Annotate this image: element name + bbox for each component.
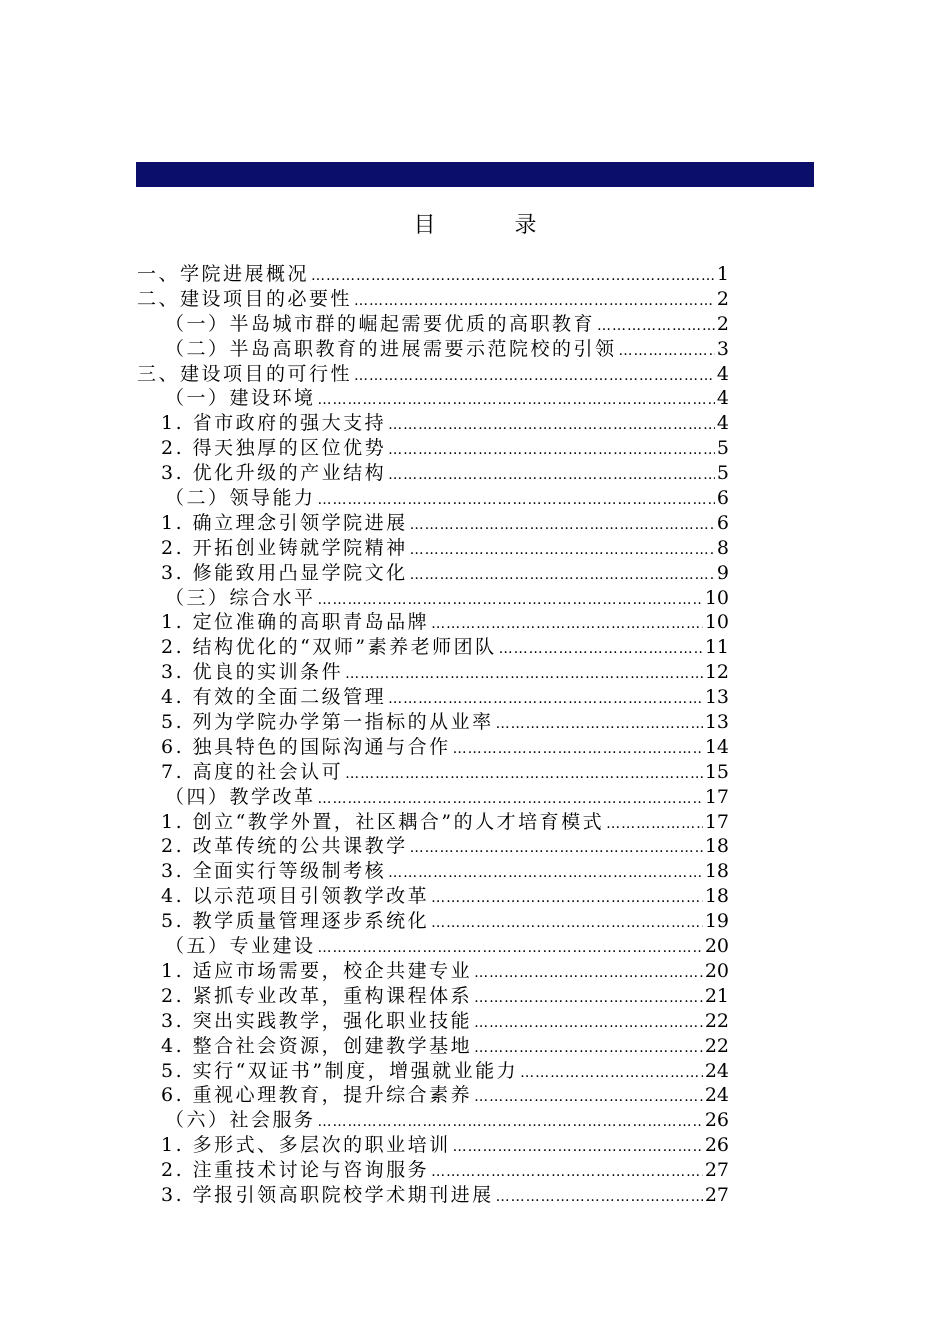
toc-entry[interactable] <box>137 610 729 635</box>
toc-entry[interactable] <box>137 461 729 486</box>
toc-entry-label: 5. 教学质量管理逐步系统化 <box>161 910 430 933</box>
toc-leader-dots <box>474 1011 703 1034</box>
toc-entry[interactable] <box>137 586 729 611</box>
toc-entry-label: 三、建设项目的可行性 <box>137 362 353 385</box>
toc-leader-dots <box>474 1036 703 1059</box>
toc-leader-dots <box>520 1061 703 1084</box>
toc-entry-label: 5. 实行“双证书”制度，增强就业能力 <box>161 1059 519 1082</box>
toc-entry[interactable] <box>137 1034 729 1059</box>
toc-entry-page: 4 <box>716 362 729 385</box>
toc-entry[interactable] <box>137 735 729 760</box>
toc-leader-dots <box>431 886 703 909</box>
toc-entry[interactable] <box>137 685 729 710</box>
toc-leader-dots <box>410 538 715 561</box>
toc-entry-page: 18 <box>704 835 729 858</box>
toc-leader-dots <box>453 1135 703 1158</box>
toc-entry-page: 4 <box>716 412 729 435</box>
toc-leader-dots <box>388 463 715 486</box>
toc-leader-dots <box>388 687 703 710</box>
toc-leader-dots <box>606 812 703 835</box>
table-of-contents <box>137 262 729 1208</box>
toc-leader-dots <box>474 986 703 1009</box>
toc-entry-page: 22 <box>704 1009 729 1032</box>
toc-leader-dots <box>597 314 715 337</box>
toc-entry-label: 2. 改革传统的公共课教学 <box>161 835 408 858</box>
toc-entry-label: 4. 整合社会资源，创建教学基地 <box>161 1034 473 1057</box>
toc-leader-dots <box>474 961 703 984</box>
toc-leader-dots <box>318 1110 703 1133</box>
toc-entry[interactable] <box>137 511 729 536</box>
toc-entry-page: 13 <box>704 686 729 709</box>
page-title: 目 录 <box>413 213 573 238</box>
toc-entry-page: 20 <box>704 935 729 958</box>
toc-entry[interactable] <box>137 262 729 287</box>
toc-entry-page: 17 <box>704 810 729 833</box>
toc-entry-page: 17 <box>704 785 729 808</box>
toc-leader-dots <box>354 364 715 387</box>
toc-entry-page: 26 <box>704 1134 729 1157</box>
toc-leader-dots <box>496 712 703 735</box>
toc-leader-dots <box>499 637 703 660</box>
toc-leader-dots <box>431 612 703 635</box>
toc-entry[interactable] <box>137 984 729 1009</box>
toc-leader-dots <box>318 936 703 959</box>
toc-entry-label: 2. 结构优化的“双师”素养老师团队 <box>161 636 497 659</box>
toc-entry-label: 1. 适应市场需要，校企共建专业 <box>161 959 473 982</box>
toc-entry[interactable] <box>137 834 729 859</box>
toc-entry-page: 24 <box>704 1084 729 1107</box>
toc-leader-dots <box>410 563 715 586</box>
toc-leader-dots <box>311 264 715 287</box>
toc-leader-dots <box>345 762 703 785</box>
toc-entry-page: 3 <box>716 337 729 360</box>
toc-entry[interactable] <box>137 635 729 660</box>
toc-entry-label: （一）半岛城市群的崛起需要优质的高职教育 <box>165 312 596 335</box>
toc-entry-label: 3. 修能致用凸显学院文化 <box>161 561 408 584</box>
toc-leader-dots <box>354 289 715 312</box>
toc-entry-page: 24 <box>704 1059 729 1082</box>
toc-entry-label: 1. 创立“教学外置，社区耦合”的人才培育模式 <box>161 810 605 833</box>
toc-entry-page: 6 <box>716 511 729 534</box>
toc-entry-page: 15 <box>704 760 729 783</box>
toc-entry-label: 3. 学报引领高职院校学术期刊进展 <box>161 1183 494 1206</box>
toc-entry-page: 4 <box>716 387 729 410</box>
toc-leader-dots <box>388 438 715 461</box>
toc-entry-label: （三）综合水平 <box>165 586 316 609</box>
toc-entry-page: 9 <box>716 561 729 584</box>
toc-entry-label: 6. 重视心理教育，提升综合素养 <box>161 1084 473 1107</box>
toc-entry[interactable] <box>137 1158 729 1183</box>
toc-entry-page: 21 <box>704 984 729 1007</box>
toc-leader-dots <box>345 662 703 685</box>
toc-leader-dots <box>474 1085 703 1108</box>
toc-leader-dots <box>318 388 715 411</box>
toc-entry-page: 13 <box>704 711 729 734</box>
toc-entry-label: 2. 开拓创业铸就学院精神 <box>161 536 408 559</box>
toc-entry-page: 5 <box>716 462 729 485</box>
toc-entry-page: 5 <box>716 437 729 460</box>
toc-entry[interactable] <box>137 785 729 810</box>
toc-entry[interactable] <box>137 362 729 387</box>
toc-entry-page: 2 <box>716 287 729 310</box>
toc-entry[interactable] <box>137 660 729 685</box>
toc-entry[interactable] <box>137 386 729 411</box>
toc-entry-label: 一、学院进展概况 <box>137 263 310 285</box>
toc-entry-label: 3. 优化升级的产业结构 <box>161 462 387 485</box>
toc-entry-label: 2. 紧抓专业改革，重构课程体系 <box>161 984 473 1007</box>
toc-entry-label: 1. 确立理念引领学院进展 <box>161 511 408 534</box>
toc-entry-label: （五）专业建设 <box>165 935 316 958</box>
toc-entry[interactable] <box>137 1108 729 1133</box>
toc-entry[interactable] <box>137 934 729 959</box>
toc-leader-dots <box>318 787 703 810</box>
toc-entry-page: 27 <box>704 1159 729 1182</box>
toc-entry[interactable] <box>137 710 729 735</box>
toc-entry[interactable] <box>137 810 729 835</box>
toc-entry-page: 11 <box>704 636 729 659</box>
toc-leader-dots <box>431 1160 703 1183</box>
toc-entry-label: 4. 以示范项目引领教学改革 <box>161 885 430 908</box>
toc-entry-page: 22 <box>704 1034 729 1057</box>
toc-leader-dots <box>388 861 703 884</box>
toc-leader-dots <box>453 737 703 760</box>
toc-entry-label: 1. 多形式、多层次的职业培训 <box>161 1134 451 1157</box>
toc-entry-label: 4. 有效的全面二级管理 <box>161 686 387 709</box>
toc-entry-label: 2. 得天独厚的区位优势 <box>161 437 387 460</box>
toc-entry-page: 18 <box>704 860 729 883</box>
toc-entry-label: （二）领导能力 <box>165 487 316 510</box>
toc-entry[interactable] <box>137 1009 729 1034</box>
toc-entry-page: 2 <box>716 312 729 335</box>
toc-entry-label: 2. 注重技术讨论与咨询服务 <box>161 1159 430 1182</box>
toc-entry-page: 14 <box>704 735 729 758</box>
toc-entry-page: 10 <box>704 586 729 609</box>
toc-leader-dots <box>619 339 715 362</box>
toc-leader-dots <box>496 1185 703 1208</box>
toc-entry-label: 3. 优良的实训条件 <box>161 661 344 684</box>
toc-entry-label: 1. 省市政府的强大支持 <box>161 412 387 435</box>
toc-leader-dots <box>431 911 703 934</box>
toc-leader-dots <box>318 488 715 511</box>
toc-entry-page: 18 <box>704 885 729 908</box>
toc-entry-page: 27 <box>704 1183 729 1206</box>
toc-leader-dots <box>388 413 715 436</box>
toc-entry-page: 1 <box>716 263 729 285</box>
toc-entry[interactable] <box>137 1183 729 1208</box>
toc-entry-label: 5. 列为学院办学第一指标的从业率 <box>161 711 494 734</box>
toc-entry-label: 二、建设项目的必要性 <box>137 287 353 310</box>
toc-entry-label: （六）社会服务 <box>165 1109 316 1132</box>
toc-entry[interactable] <box>137 486 729 511</box>
toc-entry[interactable] <box>137 1133 729 1158</box>
toc-entry[interactable] <box>137 337 729 362</box>
toc-entry-label: （四）教学改革 <box>165 785 316 808</box>
toc-entry-label: 1. 定位准确的高职青岛品牌 <box>161 611 430 634</box>
toc-entry[interactable] <box>137 909 729 934</box>
toc-entry[interactable] <box>137 859 729 884</box>
toc-entry-page: 12 <box>704 661 729 684</box>
toc-entry[interactable] <box>137 959 729 984</box>
toc-entry[interactable] <box>137 1083 729 1108</box>
toc-entry-label: 3. 全面实行等级制考核 <box>161 860 387 883</box>
toc-entry-page: 26 <box>704 1109 729 1132</box>
toc-entry-label: 7. 高度的社会认可 <box>161 760 344 783</box>
toc-entry-page: 10 <box>704 611 729 634</box>
toc-leader-dots <box>410 513 715 536</box>
toc-entry-label: （二）半岛高职教育的进展需要示范院校的引领 <box>165 337 617 360</box>
toc-entry-page: 19 <box>704 910 729 933</box>
toc-leader-dots <box>410 836 703 859</box>
toc-entry-label: （一）建设环境 <box>165 387 316 410</box>
header-bar <box>136 162 814 187</box>
toc-entry-label: 6. 独具特色的国际沟通与合作 <box>161 735 451 758</box>
toc-entry-page: 8 <box>716 536 729 559</box>
toc-entry-page: 6 <box>716 487 729 510</box>
toc-entry[interactable] <box>137 536 729 561</box>
toc-entry-page: 20 <box>704 959 729 982</box>
toc-leader-dots <box>318 588 703 611</box>
toc-entry[interactable] <box>137 561 729 586</box>
toc-entry[interactable] <box>137 436 729 461</box>
toc-entry[interactable] <box>137 760 729 785</box>
toc-entry[interactable] <box>137 411 729 436</box>
toc-entry[interactable] <box>137 884 729 909</box>
toc-entry[interactable] <box>137 287 729 312</box>
toc-entry[interactable] <box>137 312 729 337</box>
toc-entry-label: 3. 突出实践教学，强化职业技能 <box>161 1009 473 1032</box>
toc-entry[interactable] <box>137 1059 729 1084</box>
